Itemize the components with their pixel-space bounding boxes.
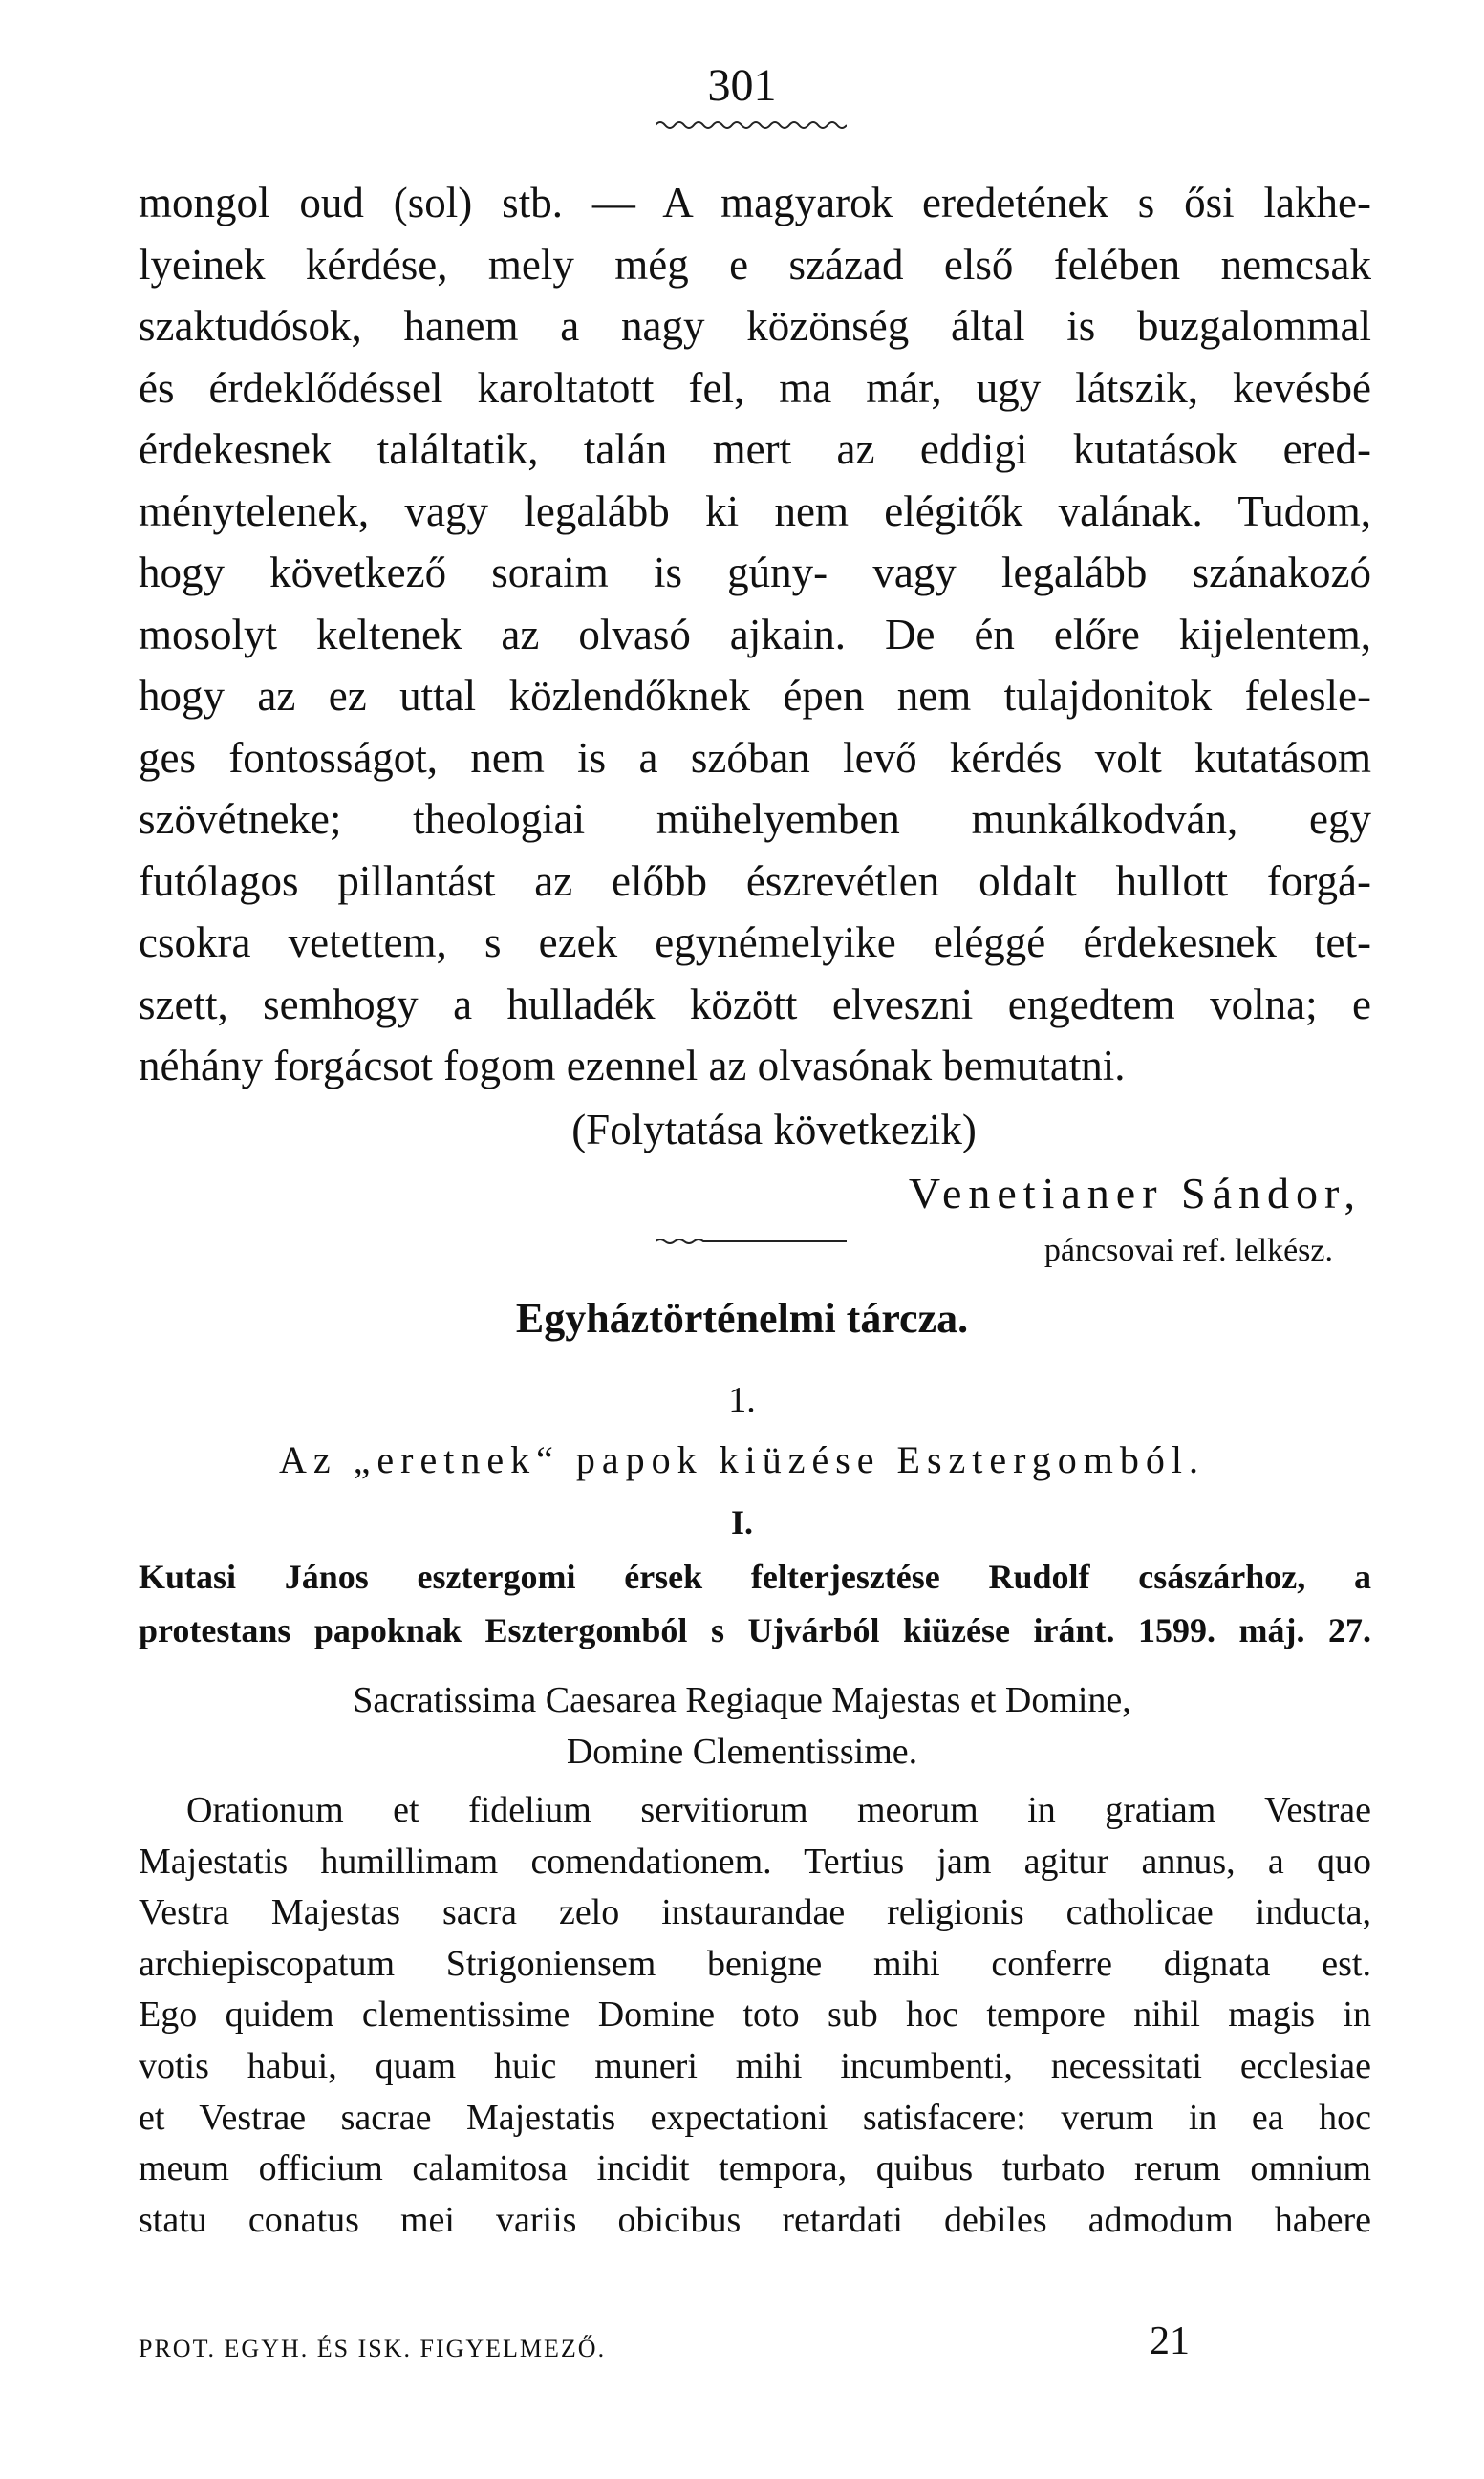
text-line: et Vestrae sacrae Majestatis expectationi satisfacere: verum in ea hoc [139, 2097, 1371, 2138]
text-line: hogy az ez uttal közlendőknek épen nem tulajdonitok felesle- [139, 672, 1371, 720]
text-line: szaktudósok, hanem a nagy közönség által is buzgalommal [139, 302, 1371, 350]
text-line: Vestra Majestas sacra zelo instaurandae religionis catholicae inducta, [139, 1892, 1371, 1933]
author-role: páncsovai ref. lelkész. [1043, 1232, 1333, 1268]
document-heading [139, 1550, 1371, 1657]
section-title: Egyháztörténelmi tárcza. [515, 1295, 969, 1342]
text-line: meum officium calamitosa incidit tempora, quibus turbato rerum omnium [139, 2148, 1371, 2189]
paragraph-main [139, 172, 1371, 1097]
article-body [139, 172, 1371, 1275]
text-line: Ego quidem clementissime Domine toto sub hoc tempore nihil magis in [139, 1994, 1371, 2036]
journal-title: PROT. EGYH. ÉS ISK. FIGYELMEZŐ. [139, 2335, 607, 2362]
text-line: votis habui, quam huic muneri mihi incumbenti, necessitati ecclesiae [139, 2045, 1371, 2086]
text-line: csokra vetettem, s ezek egynémelyike eléggé érdekesnek tet- [139, 918, 1371, 966]
text-line: mosolyt keltenek az olvasó ajkain. De én előre kijelentem, [139, 610, 1371, 658]
text-line: hogy következő soraim is gúny- vagy legalább szánakozó [139, 549, 1371, 596]
wavy-rule-ornament [656, 119, 847, 132]
text-line: mongol oud (sol) stb. — A magyarok eredetének s ősi lakhe- [139, 179, 1371, 226]
item-number: 1. [728, 1380, 756, 1420]
text-line: néhány forgácsot fogom ezennel az olvasónak bemutatni. [139, 1042, 1126, 1089]
text-line: szett, semhogy a hulladék között elveszni engedtem volna; e [139, 980, 1371, 1028]
text-line: szövétneke; theologiai mühelyemben munkálkodván, egy [139, 795, 1371, 843]
heading-line: Kutasi János esztergomi érsek felterjesztése Rudolf császárhoz, a [139, 1558, 1371, 1596]
text-line: és érdeklődéssel karoltatott fel, ma már, ugy látszik, kevésbé [139, 363, 1371, 412]
text-line: érdekesnek találtatik, talán mert az eddigi kutatások ered- [139, 425, 1371, 473]
page-footer [139, 2311, 1190, 2368]
salutation-line: Sacratissima Caesarea Regiaque Majestas et Domine, [353, 1680, 1131, 1720]
section-divider [656, 1237, 847, 1246]
item-title: Az „eretnek“ papok kiüzése Esztergomból. [279, 1438, 1205, 1481]
text-line: Orationum et fidelium servitiorum meorum in gratiam Vestrae [186, 1790, 1371, 1830]
page-number: 301 [707, 60, 777, 111]
latin-letter-body [139, 1785, 1371, 2246]
text-line: futólagos pillantást az előbb észrevétlen oldalt hullott forgá- [139, 856, 1371, 905]
text-line: lyeinek kérdése, mely még e század első felében nemcsak [139, 240, 1371, 289]
author-name: Venetianer Sándor, [908, 1168, 1362, 1218]
text-line: archiepiscopatum Strigoniensem benigne mihi conferre dignata est. [139, 1943, 1371, 1984]
sheet-number: 21 [1150, 2319, 1190, 2363]
text-line: ménytelenek, vagy legalább ki nem elégitők valának. Tudom, [139, 486, 1371, 535]
salutation [0, 1674, 1484, 1778]
heading-line: protestans papoknak Esztergomból s Ujvárból kiüzése iránt. 1599. máj. 27. [139, 1611, 1371, 1649]
document-number: I. [730, 1503, 753, 1541]
salutation-line: Domine Clementissime. [566, 1732, 918, 1772]
text-line: statu conatus mei variis obicibus retardati debiles admodum habere [139, 2199, 1371, 2240]
continuation-note: (Folytatása következik) [571, 1105, 977, 1153]
text-line: Majestatis humillimam comendationem. Tertius jam agitur annus, a quo [139, 1841, 1371, 1882]
text-line: ges fontosságot, nem is a szóban levő kérdés volt kutatásom [139, 733, 1371, 782]
